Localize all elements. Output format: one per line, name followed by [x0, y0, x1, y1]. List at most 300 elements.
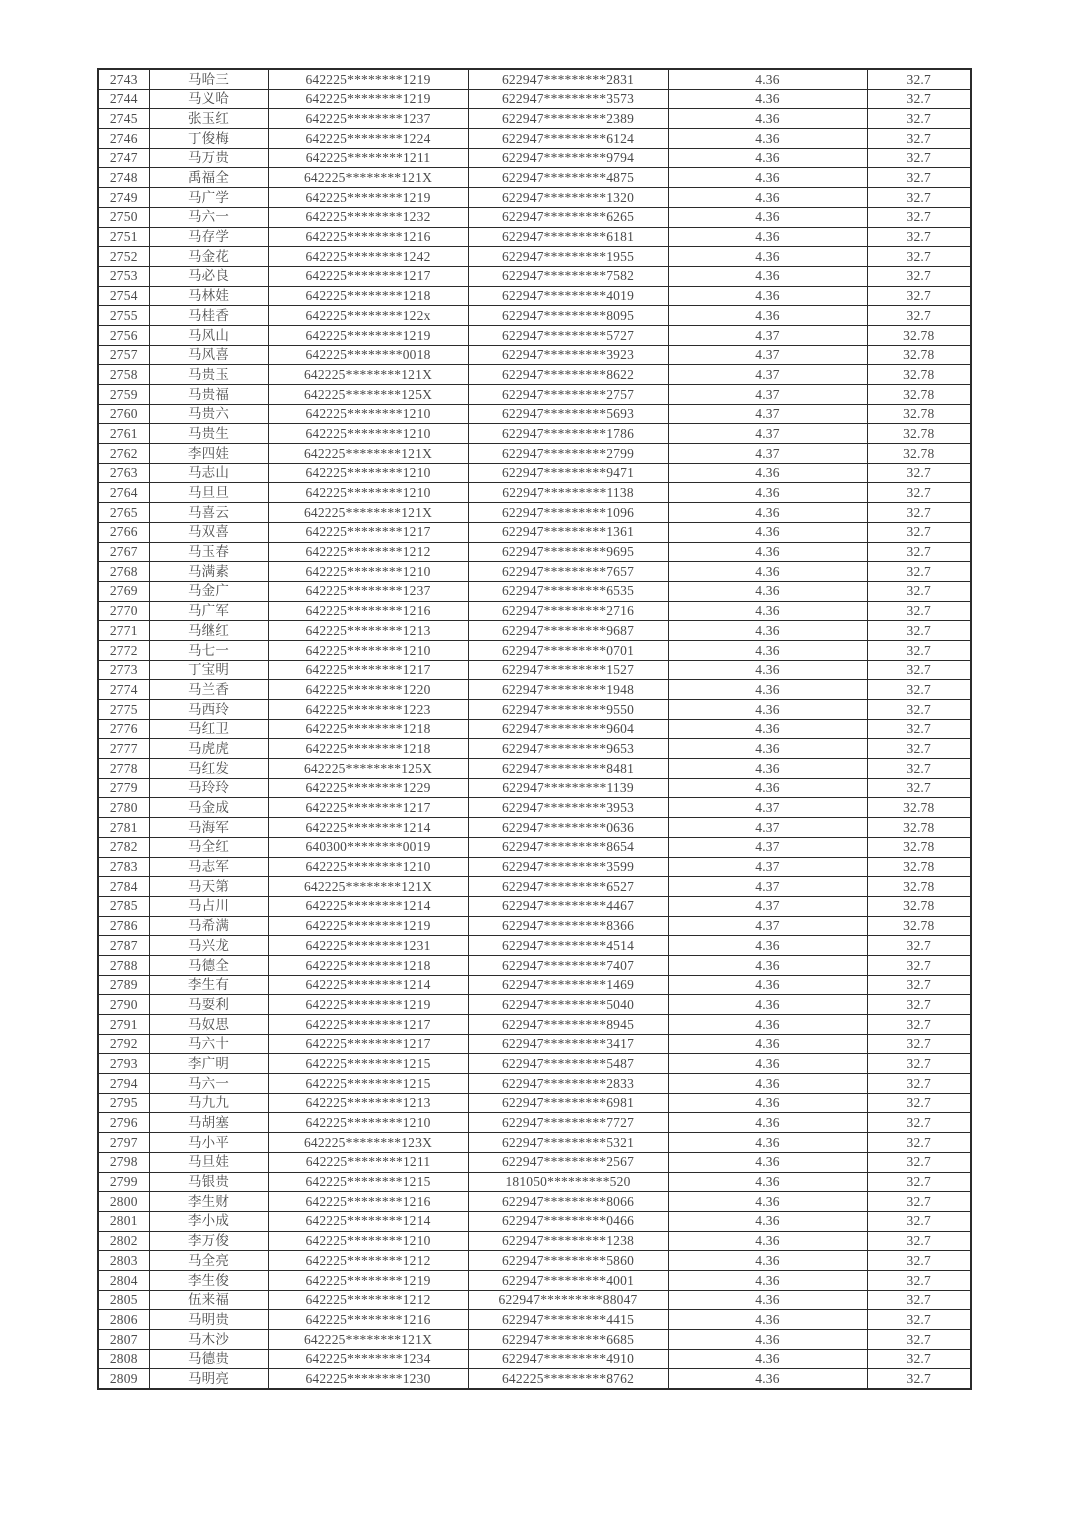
name-cell: 马兰香 — [149, 680, 268, 700]
bank-card-cell: 622947*********1096 — [468, 503, 668, 523]
amount-cell: 4.36 — [668, 503, 867, 523]
id-number-cell: 642225********1237 — [268, 109, 468, 129]
table-row — [98, 1369, 971, 1389]
amount-cell: 4.37 — [668, 325, 867, 345]
total-cell: 32.7 — [867, 778, 971, 798]
id-number-cell: 642225********123X — [268, 1133, 468, 1153]
id-number-cell: 642225********121X — [268, 503, 468, 523]
amount-cell: 4.37 — [668, 385, 867, 405]
total-cell: 32.7 — [867, 503, 971, 523]
row-index-cell: 2800 — [98, 1192, 149, 1212]
table-row — [98, 129, 971, 149]
total-cell: 32.7 — [867, 1054, 971, 1074]
total-cell: 32.78 — [867, 424, 971, 444]
id-number-cell: 642225********1218 — [268, 955, 468, 975]
table-row — [98, 857, 971, 877]
bank-card-cell: 622947*********8654 — [468, 837, 668, 857]
name-cell: 马金花 — [149, 247, 268, 267]
id-number-cell: 642225********1214 — [268, 896, 468, 916]
id-number-cell: 642225********1237 — [268, 581, 468, 601]
id-number-cell: 642225********1223 — [268, 700, 468, 720]
id-number-cell: 642225********1214 — [268, 1211, 468, 1231]
row-index-cell: 2791 — [98, 1015, 149, 1035]
amount-cell: 4.36 — [668, 660, 867, 680]
total-cell: 32.7 — [867, 1034, 971, 1054]
amount-cell: 4.36 — [668, 1093, 867, 1113]
bank-card-cell: 622947*********4001 — [468, 1270, 668, 1290]
amount-cell: 4.36 — [668, 522, 867, 542]
row-index-cell: 2757 — [98, 345, 149, 365]
total-cell: 32.78 — [867, 325, 971, 345]
row-index-cell: 2799 — [98, 1172, 149, 1192]
bank-card-cell: 622947*********8622 — [468, 365, 668, 385]
total-cell: 32.7 — [867, 266, 971, 286]
id-number-cell: 642225********1216 — [268, 1310, 468, 1330]
table-row — [98, 1054, 971, 1074]
table-row — [98, 1231, 971, 1251]
id-number-cell: 642225********1213 — [268, 1093, 468, 1113]
id-number-cell: 642225********1210 — [268, 562, 468, 582]
table-body — [98, 69, 971, 1389]
table-row — [98, 463, 971, 483]
row-index-cell: 2772 — [98, 640, 149, 660]
table-row — [98, 975, 971, 995]
table-row — [98, 266, 971, 286]
id-number-cell: 642225********1210 — [268, 424, 468, 444]
name-cell: 马小平 — [149, 1133, 268, 1153]
name-cell: 李万俊 — [149, 1231, 268, 1251]
amount-cell: 4.36 — [668, 1074, 867, 1094]
bank-card-cell: 622947*********5487 — [468, 1054, 668, 1074]
amount-cell: 4.36 — [668, 1152, 867, 1172]
name-cell: 马六一 — [149, 207, 268, 227]
name-cell: 马必良 — [149, 266, 268, 286]
total-cell: 32.7 — [867, 1310, 971, 1330]
name-cell: 马红发 — [149, 759, 268, 779]
id-number-cell: 642225********1242 — [268, 247, 468, 267]
id-number-cell: 642225********0018 — [268, 345, 468, 365]
amount-cell: 4.37 — [668, 345, 867, 365]
name-cell: 马六一 — [149, 1074, 268, 1094]
name-cell: 马贵福 — [149, 385, 268, 405]
table-row — [98, 995, 971, 1015]
id-number-cell: 642225********1217 — [268, 798, 468, 818]
id-number-cell: 642225********1214 — [268, 975, 468, 995]
id-number-cell: 642225********121X — [268, 365, 468, 385]
bank-card-cell: 622947*********6124 — [468, 129, 668, 149]
row-index-cell: 2771 — [98, 621, 149, 641]
total-cell: 32.78 — [867, 798, 971, 818]
id-number-cell: 642225********121X — [268, 444, 468, 464]
bank-card-cell: 622947*********7407 — [468, 955, 668, 975]
row-index-cell: 2760 — [98, 404, 149, 424]
row-index-cell: 2807 — [98, 1330, 149, 1350]
amount-cell: 4.36 — [668, 1369, 867, 1389]
total-cell: 32.7 — [867, 522, 971, 542]
id-number-cell: 642225********1210 — [268, 1113, 468, 1133]
id-number-cell: 642225********1214 — [268, 818, 468, 838]
name-cell: 李广明 — [149, 1054, 268, 1074]
table-row — [98, 601, 971, 621]
id-number-cell: 642225********1215 — [268, 1054, 468, 1074]
total-cell: 32.7 — [867, 1133, 971, 1153]
name-cell: 伍来福 — [149, 1290, 268, 1310]
amount-cell: 4.36 — [668, 739, 867, 759]
bank-card-cell: 622947*********6685 — [468, 1330, 668, 1350]
amount-cell: 4.36 — [668, 1290, 867, 1310]
bank-card-cell: 622947*********7657 — [468, 562, 668, 582]
name-cell: 马德全 — [149, 955, 268, 975]
bank-card-cell: 622947*********5693 — [468, 404, 668, 424]
total-cell: 32.7 — [867, 680, 971, 700]
id-number-cell: 642225********1218 — [268, 719, 468, 739]
total-cell: 32.7 — [867, 542, 971, 562]
table-row — [98, 936, 971, 956]
total-cell: 32.7 — [867, 483, 971, 503]
bank-card-cell: 622947*********1320 — [468, 188, 668, 208]
amount-cell: 4.36 — [668, 129, 867, 149]
amount-cell: 4.36 — [668, 955, 867, 975]
total-cell: 32.7 — [867, 1349, 971, 1369]
name-cell: 马天第 — [149, 877, 268, 897]
total-cell: 32.7 — [867, 148, 971, 168]
table-row — [98, 1290, 971, 1310]
row-index-cell: 2801 — [98, 1211, 149, 1231]
bank-card-cell: 622947*********3417 — [468, 1034, 668, 1054]
total-cell: 32.7 — [867, 581, 971, 601]
table-row — [98, 581, 971, 601]
total-cell: 32.78 — [867, 877, 971, 897]
row-index-cell: 2788 — [98, 955, 149, 975]
id-number-cell: 642225********1211 — [268, 1152, 468, 1172]
id-number-cell: 642225********1212 — [268, 1251, 468, 1271]
total-cell: 32.78 — [867, 916, 971, 936]
amount-cell: 4.36 — [668, 562, 867, 582]
total-cell: 32.7 — [867, 1074, 971, 1094]
id-number-cell: 640300********0019 — [268, 837, 468, 857]
name-cell: 马西玲 — [149, 700, 268, 720]
row-index-cell: 2806 — [98, 1310, 149, 1330]
amount-cell: 4.37 — [668, 365, 867, 385]
table-row — [98, 778, 971, 798]
total-cell: 32.7 — [867, 1231, 971, 1251]
total-cell: 32.7 — [867, 1369, 971, 1389]
total-cell: 32.7 — [867, 247, 971, 267]
amount-cell: 4.36 — [668, 542, 867, 562]
amount-cell: 4.36 — [668, 168, 867, 188]
bank-card-cell: 622947*********0636 — [468, 818, 668, 838]
total-cell: 32.78 — [867, 857, 971, 877]
table-row — [98, 1113, 971, 1133]
name-cell: 马红卫 — [149, 719, 268, 739]
row-index-cell: 2763 — [98, 463, 149, 483]
row-index-cell: 2803 — [98, 1251, 149, 1271]
table-row — [98, 562, 971, 582]
total-cell: 32.7 — [867, 227, 971, 247]
amount-cell: 4.37 — [668, 857, 867, 877]
table-row — [98, 1133, 971, 1153]
table-row — [98, 168, 971, 188]
amount-cell: 4.36 — [668, 306, 867, 326]
bank-card-cell: 622947*********1955 — [468, 247, 668, 267]
id-number-cell: 642225********1219 — [268, 188, 468, 208]
bank-card-cell: 622947*********5727 — [468, 325, 668, 345]
table-row — [98, 759, 971, 779]
table-row — [98, 1251, 971, 1271]
name-cell: 马德贵 — [149, 1349, 268, 1369]
total-cell: 32.7 — [867, 1270, 971, 1290]
table-row — [98, 69, 971, 89]
table-row — [98, 483, 971, 503]
name-cell: 马林娃 — [149, 286, 268, 306]
id-number-cell: 642225********1215 — [268, 1074, 468, 1094]
amount-cell: 4.36 — [668, 1251, 867, 1271]
amount-cell: 4.37 — [668, 444, 867, 464]
bank-card-cell: 622947*********2799 — [468, 444, 668, 464]
id-number-cell: 642225********1219 — [268, 1270, 468, 1290]
row-index-cell: 2777 — [98, 739, 149, 759]
bank-card-cell: 622947*********6181 — [468, 227, 668, 247]
amount-cell: 4.37 — [668, 916, 867, 936]
total-cell: 32.7 — [867, 660, 971, 680]
total-cell: 32.7 — [867, 306, 971, 326]
bank-card-cell: 622947*********1786 — [468, 424, 668, 444]
table-row — [98, 837, 971, 857]
amount-cell: 4.37 — [668, 798, 867, 818]
id-number-cell: 642225********1213 — [268, 621, 468, 641]
name-cell: 马玲玲 — [149, 778, 268, 798]
total-cell: 32.78 — [867, 896, 971, 916]
row-index-cell: 2809 — [98, 1369, 149, 1389]
total-cell: 32.7 — [867, 719, 971, 739]
row-index-cell: 2804 — [98, 1270, 149, 1290]
name-cell: 马旦旦 — [149, 483, 268, 503]
name-cell: 李生俊 — [149, 1270, 268, 1290]
table-row — [98, 404, 971, 424]
table-row — [98, 1152, 971, 1172]
row-index-cell: 2747 — [98, 148, 149, 168]
table-row — [98, 207, 971, 227]
payment-roster-table — [97, 68, 972, 1390]
id-number-cell: 642225********1216 — [268, 1192, 468, 1212]
name-cell: 马希满 — [149, 916, 268, 936]
table-row — [98, 542, 971, 562]
name-cell: 马占川 — [149, 896, 268, 916]
table-row — [98, 1074, 971, 1094]
id-number-cell: 642225********121X — [268, 168, 468, 188]
name-cell: 马存学 — [149, 227, 268, 247]
row-index-cell: 2789 — [98, 975, 149, 995]
total-cell: 32.78 — [867, 404, 971, 424]
name-cell: 马志军 — [149, 857, 268, 877]
bank-card-cell: 622947*********8945 — [468, 1015, 668, 1035]
row-index-cell: 2781 — [98, 818, 149, 838]
row-index-cell: 2796 — [98, 1113, 149, 1133]
row-index-cell: 2769 — [98, 581, 149, 601]
row-index-cell: 2795 — [98, 1093, 149, 1113]
amount-cell: 4.36 — [668, 1034, 867, 1054]
bank-card-cell: 622947*********2716 — [468, 601, 668, 621]
table-row — [98, 89, 971, 109]
row-index-cell: 2776 — [98, 719, 149, 739]
total-cell: 32.7 — [867, 1330, 971, 1350]
total-cell: 32.78 — [867, 444, 971, 464]
name-cell: 丁俊梅 — [149, 129, 268, 149]
amount-cell: 4.37 — [668, 818, 867, 838]
name-cell: 马六十 — [149, 1034, 268, 1054]
name-cell: 马旦娃 — [149, 1152, 268, 1172]
name-cell: 马满素 — [149, 562, 268, 582]
bank-card-cell: 622947*********6981 — [468, 1093, 668, 1113]
bank-card-cell: 622947*********3599 — [468, 857, 668, 877]
row-index-cell: 2802 — [98, 1231, 149, 1251]
total-cell: 32.7 — [867, 188, 971, 208]
row-index-cell: 2770 — [98, 601, 149, 621]
bank-card-cell: 622947*********9604 — [468, 719, 668, 739]
table-row — [98, 385, 971, 405]
bank-card-cell: 642225*********8762 — [468, 1369, 668, 1389]
id-number-cell: 642225********1210 — [268, 640, 468, 660]
id-number-cell: 642225********1216 — [268, 601, 468, 621]
row-index-cell: 2756 — [98, 325, 149, 345]
bank-card-cell: 622947*********1138 — [468, 483, 668, 503]
amount-cell: 4.36 — [668, 463, 867, 483]
id-number-cell: 642225********1210 — [268, 463, 468, 483]
amount-cell: 4.36 — [668, 188, 867, 208]
total-cell: 32.7 — [867, 562, 971, 582]
amount-cell: 4.36 — [668, 640, 867, 660]
name-cell: 马九九 — [149, 1093, 268, 1113]
name-cell: 马广军 — [149, 601, 268, 621]
amount-cell: 4.36 — [668, 601, 867, 621]
amount-cell: 4.36 — [668, 266, 867, 286]
row-index-cell: 2775 — [98, 700, 149, 720]
row-index-cell: 2758 — [98, 365, 149, 385]
table-row — [98, 1015, 971, 1035]
bank-card-cell: 622947*********9687 — [468, 621, 668, 641]
row-index-cell: 2750 — [98, 207, 149, 227]
total-cell: 32.7 — [867, 207, 971, 227]
name-cell: 马奴思 — [149, 1015, 268, 1035]
row-index-cell: 2779 — [98, 778, 149, 798]
bank-card-cell: 622947*********9550 — [468, 700, 668, 720]
name-cell: 马全红 — [149, 837, 268, 857]
table-row — [98, 1093, 971, 1113]
name-cell: 马贵生 — [149, 424, 268, 444]
total-cell: 32.7 — [867, 995, 971, 1015]
row-index-cell: 2745 — [98, 109, 149, 129]
row-index-cell: 2780 — [98, 798, 149, 818]
amount-cell: 4.36 — [668, 936, 867, 956]
id-number-cell: 642225********1229 — [268, 778, 468, 798]
bank-card-cell: 622947*********9695 — [468, 542, 668, 562]
bank-card-cell: 622947*********2833 — [468, 1074, 668, 1094]
name-cell: 马银贵 — [149, 1172, 268, 1192]
table-row — [98, 700, 971, 720]
bank-card-cell: 181050*********520 — [468, 1172, 668, 1192]
id-number-cell: 642225********1211 — [268, 148, 468, 168]
table-row — [98, 286, 971, 306]
name-cell: 马木沙 — [149, 1330, 268, 1350]
amount-cell: 4.36 — [668, 975, 867, 995]
table-row — [98, 877, 971, 897]
total-cell: 32.7 — [867, 601, 971, 621]
total-cell: 32.7 — [867, 1152, 971, 1172]
row-index-cell: 2761 — [98, 424, 149, 444]
name-cell: 马万贵 — [149, 148, 268, 168]
amount-cell: 4.37 — [668, 404, 867, 424]
bank-card-cell: 622947*********88047 — [468, 1290, 668, 1310]
id-number-cell: 642225********1212 — [268, 542, 468, 562]
bank-card-cell: 622947*********6535 — [468, 581, 668, 601]
bank-card-cell: 622947*********2389 — [468, 109, 668, 129]
amount-cell: 4.36 — [668, 89, 867, 109]
total-cell: 32.7 — [867, 759, 971, 779]
id-number-cell: 642225********1224 — [268, 129, 468, 149]
id-number-cell: 642225********1219 — [268, 916, 468, 936]
amount-cell: 4.36 — [668, 1113, 867, 1133]
amount-cell: 4.36 — [668, 1310, 867, 1330]
amount-cell: 4.36 — [668, 1192, 867, 1212]
name-cell: 马广学 — [149, 188, 268, 208]
row-index-cell: 2755 — [98, 306, 149, 326]
amount-cell: 4.36 — [668, 247, 867, 267]
name-cell: 李生财 — [149, 1192, 268, 1212]
name-cell: 马金成 — [149, 798, 268, 818]
total-cell: 32.7 — [867, 463, 971, 483]
table-row — [98, 522, 971, 542]
row-index-cell: 2798 — [98, 1152, 149, 1172]
amount-cell: 4.36 — [668, 759, 867, 779]
row-index-cell: 2808 — [98, 1349, 149, 1369]
total-cell: 32.7 — [867, 286, 971, 306]
row-index-cell: 2793 — [98, 1054, 149, 1074]
bank-card-cell: 622947*********4467 — [468, 896, 668, 916]
table-row — [98, 424, 971, 444]
name-cell: 马明贵 — [149, 1310, 268, 1330]
row-index-cell: 2753 — [98, 266, 149, 286]
bank-card-cell: 622947*********8481 — [468, 759, 668, 779]
id-number-cell: 642225********1217 — [268, 660, 468, 680]
amount-cell: 4.36 — [668, 1330, 867, 1350]
table-row — [98, 1211, 971, 1231]
id-number-cell: 642225********1232 — [268, 207, 468, 227]
table-row — [98, 798, 971, 818]
total-cell: 32.7 — [867, 975, 971, 995]
amount-cell: 4.36 — [668, 1231, 867, 1251]
bank-card-cell: 622947*********5321 — [468, 1133, 668, 1153]
row-index-cell: 2754 — [98, 286, 149, 306]
name-cell: 马玉春 — [149, 542, 268, 562]
total-cell: 32.78 — [867, 345, 971, 365]
row-index-cell: 2765 — [98, 503, 149, 523]
total-cell: 32.7 — [867, 1211, 971, 1231]
table-row — [98, 306, 971, 326]
total-cell: 32.7 — [867, 955, 971, 975]
table-row — [98, 325, 971, 345]
row-index-cell: 2790 — [98, 995, 149, 1015]
bank-card-cell: 622947*********4910 — [468, 1349, 668, 1369]
total-cell: 32.7 — [867, 739, 971, 759]
bank-card-cell: 622947*********7582 — [468, 266, 668, 286]
id-number-cell: 642225********1231 — [268, 936, 468, 956]
name-cell: 马继红 — [149, 621, 268, 641]
total-cell: 32.78 — [867, 365, 971, 385]
table-row — [98, 680, 971, 700]
row-index-cell: 2768 — [98, 562, 149, 582]
bank-card-cell: 622947*********7727 — [468, 1113, 668, 1133]
table-row — [98, 365, 971, 385]
